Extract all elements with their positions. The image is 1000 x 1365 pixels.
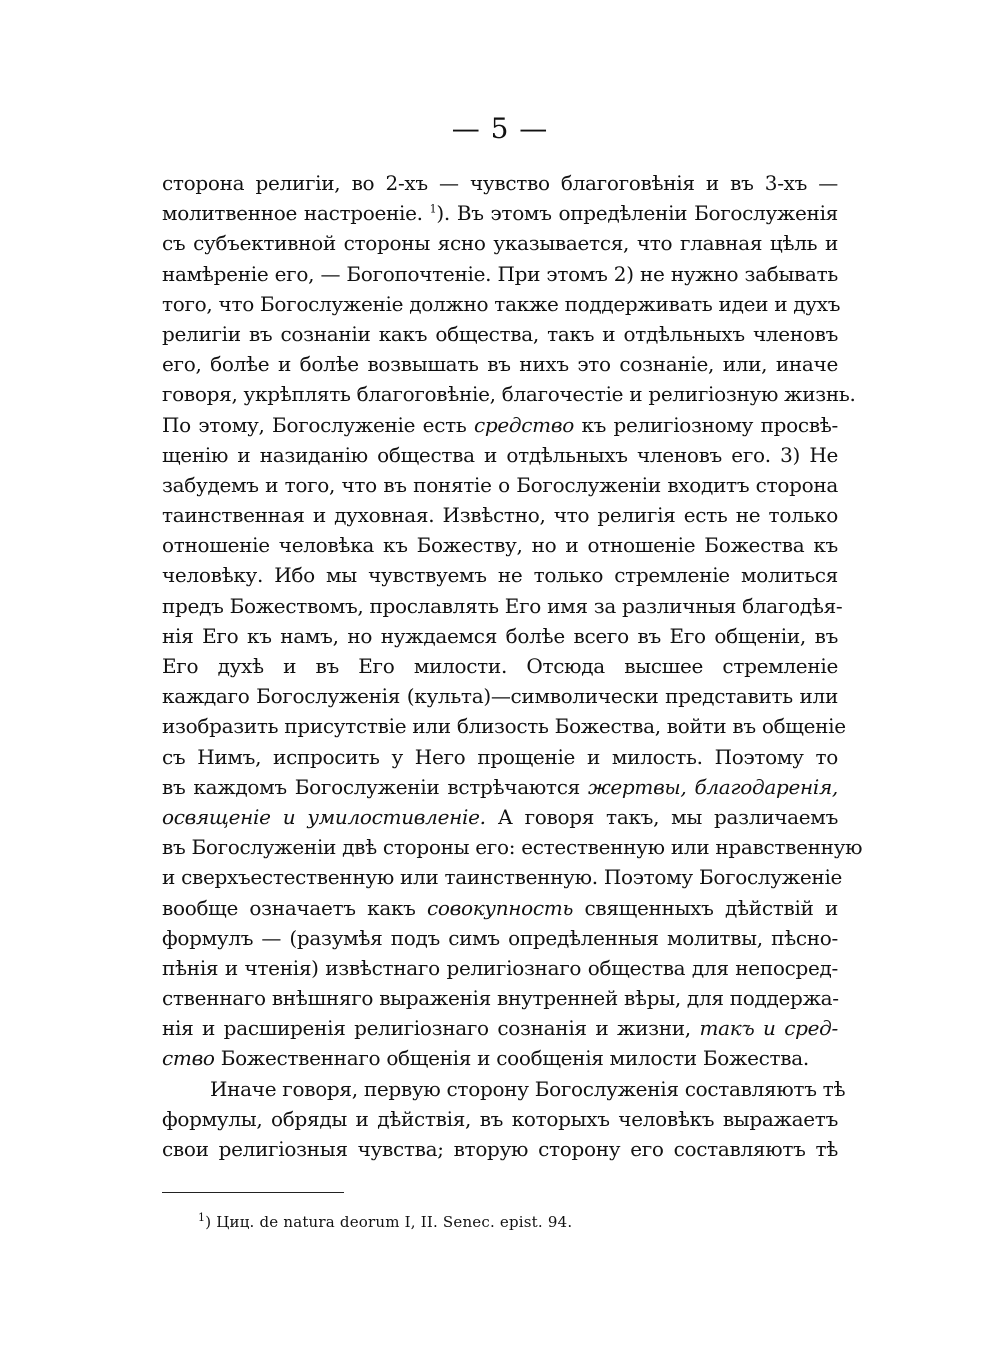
footnote-reference: 1 <box>429 202 437 216</box>
line-text: ственнаго внѣшняго выраженія внутренней вѣры, для поддержа- <box>162 986 839 1011</box>
text-line <box>162 560 838 590</box>
line-text: въ Богослуженіи двѣ стороны его: естественную или нравственную <box>162 835 863 860</box>
text-line <box>162 289 841 319</box>
text-line <box>162 1043 838 1073</box>
page-number: — 5 — <box>451 112 549 145</box>
text-line <box>162 621 838 651</box>
line-text: сторона религіи, во 2-хъ — чувство благоговѣнія и въ 3-хъ — <box>162 171 838 195</box>
line-text: изобразить присутствіе или близость Божества, войти въ общеніе <box>162 714 846 739</box>
line-text: каждаго Богослуженія (культа)—символически представить или <box>162 684 838 709</box>
text-line <box>162 319 838 349</box>
text-line <box>162 1134 838 1164</box>
emphasis-text: ство <box>162 1046 215 1071</box>
line-text: нія Его къ намъ, но нуждаемся болѣе всего въ Его общеніи, въ <box>162 623 838 648</box>
emphasis-text: освященіе и умилостивленіе. <box>162 804 486 829</box>
text-line <box>162 379 856 409</box>
line-text: вообще означаетъ какъ <box>162 895 416 920</box>
text-line <box>162 440 838 470</box>
line-text: Божественнаго общенія и сообщенія милости Божества. <box>220 1046 809 1071</box>
footnote-marker: 1 <box>198 1211 206 1224</box>
line-text: забудемъ и того, что въ понятіе о Богослуженіи входитъ сторона <box>162 472 838 497</box>
line-text: нія и расширенія религіознаго сознанія и жизни, <box>162 1016 691 1041</box>
text-line <box>162 953 838 983</box>
line-text: его, болѣе и болѣе возвышать въ нихъ это сознаніе, или, иначе <box>162 352 838 377</box>
line-text: формулы, обряды и дѣйствія, въ которыхъ человѣкъ выражаетъ <box>162 1106 838 1131</box>
footnote <box>198 1212 572 1232</box>
line-text: свои религіозныя чувства; вторую сторону его составляютъ тѣ <box>162 1137 838 1161</box>
text-line <box>162 530 838 560</box>
line-text: предъ Божествомъ, прославлять Его имя за различныя благодѣя- <box>162 593 843 618</box>
line-text: ). Въ этомъ опредѣленіи Богослуженія <box>436 201 838 226</box>
line-text: въ каждомъ Богослуженіи встрѣчаются <box>162 774 580 799</box>
line-text: щенію и назиданію общества и отдѣльныхъ членовъ его. 3) Не <box>162 442 838 467</box>
emphasis-text: такъ и сред- <box>699 1016 838 1041</box>
emphasis-text: жертвы, благодаренія, <box>587 774 838 799</box>
text-line <box>162 893 838 923</box>
line-text: пѣнія и чтенія) извѣстнаго религіознаго общества для непосред- <box>162 955 838 980</box>
footnote-text: ) Циц. de natura deorum I, II. Senec. epist. 94. <box>205 1213 573 1231</box>
emphasis-text: средство <box>473 412 574 437</box>
text-line <box>162 1013 838 1043</box>
text-line <box>162 802 838 832</box>
text-line <box>162 259 838 289</box>
text-line <box>162 410 838 440</box>
line-text: съ субъективной стороны ясно указывается, что главная цѣль и <box>162 231 838 256</box>
text-line <box>162 772 838 802</box>
text-line <box>162 1074 846 1104</box>
text-line <box>162 349 838 379</box>
text-line <box>162 168 838 198</box>
line-text: намѣреніе его, — Богопочтеніе. При этомъ 2) не нужно забывать <box>162 261 838 286</box>
text-line <box>162 711 846 741</box>
line-text: Его духѣ и въ Его милости. Отсюда высшее стремленіе <box>162 654 838 678</box>
line-text: священныхъ дѣйствій и <box>584 895 839 920</box>
text-line <box>162 742 838 772</box>
line-text: молитвенное настроеніе. <box>162 201 423 226</box>
line-text: А говоря такъ, мы различаемъ <box>497 804 838 829</box>
text-line <box>162 198 838 228</box>
text-line <box>162 862 843 892</box>
line-text: религіи въ сознаніи какъ общества, такъ и отдѣльныхъ членовъ <box>162 321 838 346</box>
text-line <box>162 591 843 621</box>
footnote-divider <box>162 1192 344 1193</box>
text-line <box>162 923 838 953</box>
text-line <box>162 500 838 530</box>
line-text: съ Нимъ, испросить у Него прощеніе и милость. Поэтому то <box>162 744 838 769</box>
line-text: говоря, укрѣплять благоговѣніе, благочестіе и религіозную жизнь. <box>162 382 856 407</box>
text-line <box>162 983 838 1013</box>
text-line <box>162 470 838 500</box>
line-text: того, что Богослуженіе должно также поддерживать идеи и духъ <box>162 291 841 316</box>
text-line <box>162 832 863 862</box>
line-text: къ религіозному просвѣ- <box>581 412 838 437</box>
line-text: таинственная и духовная. Извѣстно, что религія есть не только <box>162 503 838 528</box>
line-text: человѣку. Ибо мы чувствуемъ не только стремленіе молиться <box>162 563 838 588</box>
text-line <box>162 228 838 258</box>
body-text <box>162 168 863 1164</box>
line-text: формулъ — (разумѣя подъ симъ опредѣленныя молитвы, пѣсно- <box>162 925 838 950</box>
emphasis-text: совокупность <box>427 895 574 920</box>
text-line <box>162 1104 838 1134</box>
text-line <box>162 651 838 681</box>
text-line <box>162 681 838 711</box>
line-text: По этому, Богослуженіе есть <box>162 412 467 437</box>
line-text: Иначе говоря, первую сторону Богослуженія составляютъ тѣ <box>210 1076 846 1101</box>
line-text: отношеніе человѣка къ Божеству, но и отношеніе Божества къ <box>162 533 838 558</box>
line-text: и сверхъестественную или таинственную. Поэтому Богослуженіе <box>162 865 843 890</box>
